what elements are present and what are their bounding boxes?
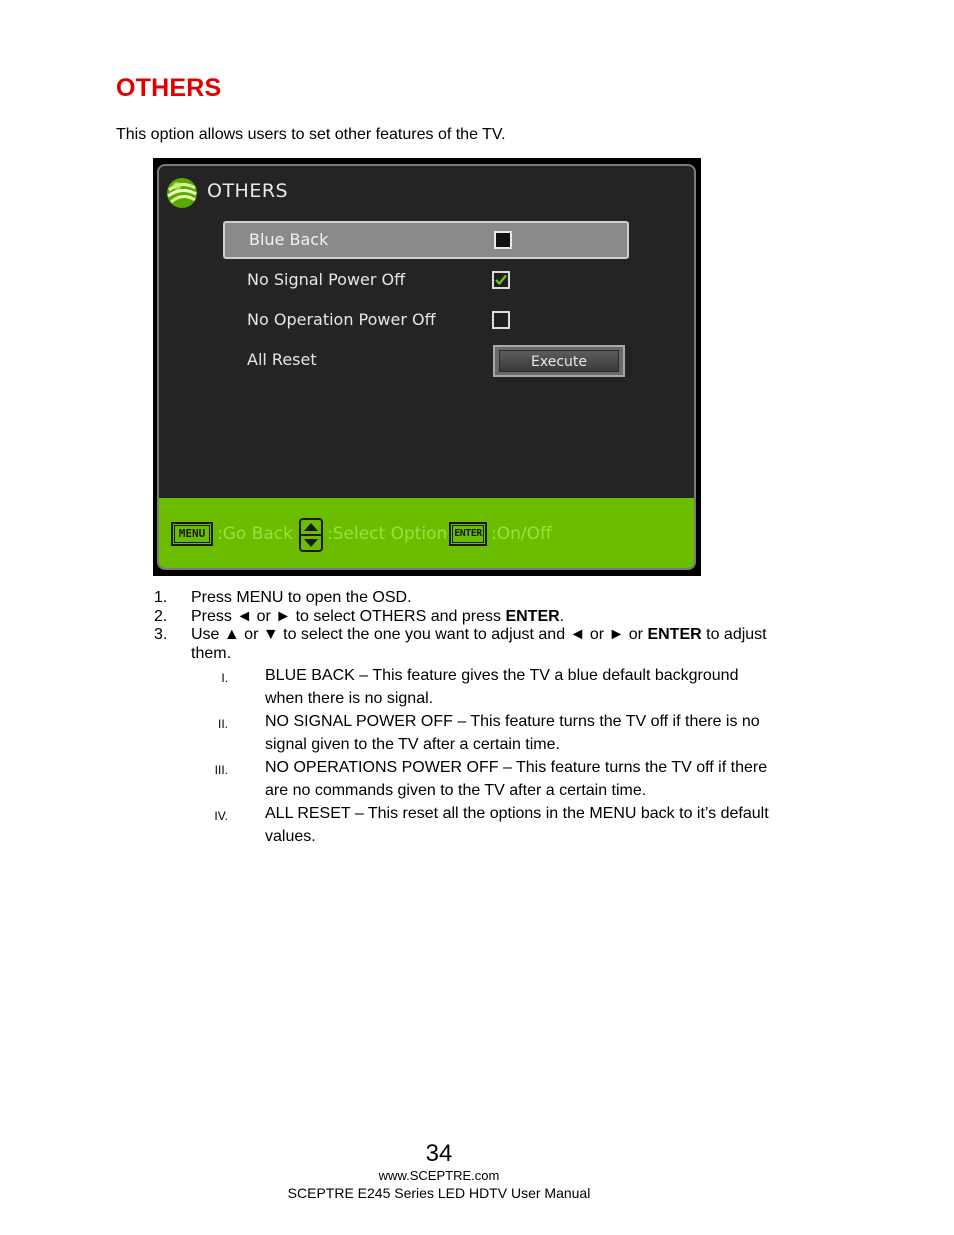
feature-no-signal-power-off [205,710,775,756]
blue-back-checkbox[interactable] [494,231,512,249]
menu-key-icon [171,522,213,546]
no-operation-power-off-checkbox[interactable] [492,311,510,329]
step-number: 2. [154,607,168,625]
osd-item-no-operation-power-off[interactable] [223,302,629,340]
on-off-hint: :On/Off [491,524,552,544]
enter-key-label: ENTER [452,525,484,543]
osd-screenshot [153,158,701,576]
checkmark-icon [494,273,508,287]
execute-button[interactable] [493,345,625,377]
feature-all-reset [205,802,775,848]
feature-text: NO OPERATIONS POWER OFF – This feature turns the TV off if there are no commands given to the TV after a certain time. [265,759,768,799]
step-1 [154,589,794,608]
osd-panel [157,164,696,570]
feature-text: NO SIGNAL POWER OFF – This feature turns the TV off if there is no signal given to the TV after a certain time. [265,713,760,753]
step-text: Press MENU to open the OSD. [191,589,412,606]
osd-footer [159,498,694,568]
step-key: ENTER [505,607,560,625]
step-2 [154,608,794,627]
step-text: . [559,607,565,625]
page-number: 34 [425,1140,453,1167]
osd-item-no-signal-power-off[interactable] [223,262,629,300]
feature-text: ALL RESET – This reset all the options in the MENU back to it’s default values. [265,805,769,845]
osd-item-label: All Reset [247,350,317,369]
feature-text: BLUE BACK – This feature gives the TV a blue default background when there is no signal. [265,667,739,707]
osd-item-label: No Signal Power Off [247,270,406,289]
up-down-arrows-icon [299,518,323,552]
osd-item-all-reset[interactable] [223,342,629,380]
step-text: to adjust them. [191,626,767,662]
step-number: 1. [154,589,168,606]
step-text: Press ◄ or ► to select OTHERS and press [191,607,506,625]
osd-item-blue-back[interactable] [223,221,629,259]
execute-button-label: Execute [499,350,619,372]
step-3 [154,626,794,663]
feature-blue-back [205,664,775,710]
roman-numeral: I. [221,671,228,685]
osd-title: OTHERS [207,180,289,202]
no-signal-power-off-checkbox[interactable] [492,271,510,289]
osd-item-label: Blue Back [249,230,329,249]
feature-no-operations-power-off [205,756,775,802]
enter-key-icon [449,522,487,546]
globe-logo-icon [165,176,199,210]
step-key: ENTER [647,626,702,643]
step-number: 3. [154,626,168,643]
select-option-hint: :Select Option [327,524,448,544]
footer-url: www.SCEPTRE.com [378,1168,500,1183]
go-back-hint: :Go Back [217,524,293,544]
footer-title: SCEPTRE E245 Series LED HDTV User Manual [287,1185,591,1201]
step-text: Use ▲ or ▼ to select the one you want to adjust and ◄ or ► or [191,626,648,643]
osd-item-label: No Operation Power Off [247,310,436,329]
roman-numeral: IV. [214,809,228,823]
feature-descriptions [205,664,775,848]
page-heading: OTHERS [116,74,222,102]
steps-list [154,589,794,663]
menu-key-label: MENU [174,525,210,543]
roman-numeral: III. [214,763,228,777]
intro-text: This option allows users to set other features of the TV. [116,126,506,143]
roman-numeral: II. [217,717,228,731]
